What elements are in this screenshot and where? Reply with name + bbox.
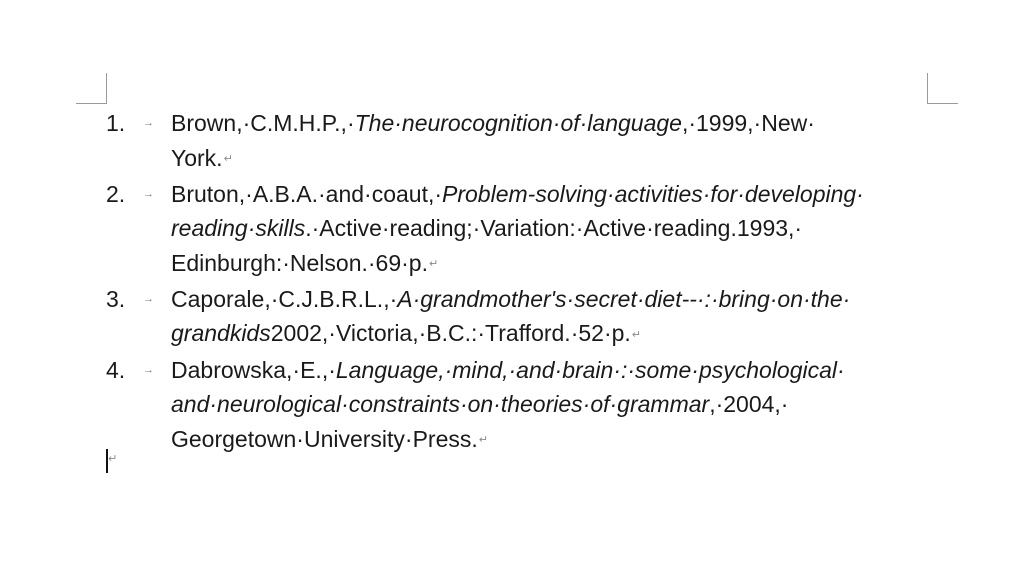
- reference-title-text: reading·skills: [171, 215, 306, 242]
- margin-corner-mark-top-right: [927, 73, 928, 104]
- reference-text: ,·1999,·New·: [681, 110, 815, 136]
- reference-title-text: Problem-solving·activities·for·developing·: [442, 180, 864, 207]
- reference-text: Brown,·C.M.H.P.,·: [171, 110, 355, 136]
- reference-text: 2002,·Victoria,·B.C.:·Trafford.·52·p.: [270, 320, 631, 347]
- paragraph-mark: ↵: [478, 434, 488, 447]
- margin-corner-mark-top-left: [106, 73, 107, 104]
- reference-line: [171, 387, 906, 422]
- reference-title-text: and·neurological·constraints·on·theories·of·grammar: [171, 391, 710, 418]
- tab-mark: →: [143, 187, 154, 200]
- reference-line: [171, 282, 906, 317]
- reference-title-text: A·grandmother's·secret·diet--·:·bring·on·the·: [397, 285, 851, 312]
- reference-line: [171, 211, 906, 246]
- reference-line: [171, 177, 906, 212]
- reference-text: Caporale,·C.J.B.R.L.,·: [171, 285, 398, 312]
- paragraph-mark: ↵: [428, 258, 439, 271]
- list-number: 3.: [106, 285, 126, 312]
- tab-mark: →: [143, 292, 154, 305]
- reference-text: York.: [171, 144, 223, 171]
- reference-line: [171, 422, 906, 458]
- reference-text: ,·2004,·: [709, 391, 789, 418]
- paragraph-mark: ↵: [631, 329, 642, 342]
- reference-item[interactable]: [106, 106, 906, 177]
- reference-title-text: Language,·mind,·and·brain·:·some·psychological·: [335, 356, 845, 383]
- reference-item[interactable]: [106, 353, 906, 458]
- margin-corner-mark-top-left: [76, 103, 107, 104]
- list-number: 1.: [106, 110, 126, 136]
- paragraph-mark: ↵: [223, 153, 233, 166]
- reference-text: Dabrowska,·E.,·: [171, 356, 336, 383]
- list-number: 2.: [106, 180, 126, 207]
- reference-line: [171, 106, 906, 141]
- list-number: 4.: [106, 356, 126, 383]
- reference-line: [171, 353, 906, 388]
- reference-title-text: grandkids: [171, 320, 271, 347]
- margin-corner-mark-top-right: [927, 103, 958, 104]
- reference-text: Edinburgh:·Nelson.·69·p.: [171, 249, 428, 276]
- reference-item[interactable]: [106, 282, 906, 353]
- reference-title-text: The·neurocognition·of·language: [354, 110, 682, 136]
- reference-item[interactable]: [106, 177, 906, 282]
- reference-text: Georgetown·University·Press.: [171, 425, 478, 452]
- tab-mark: →: [143, 363, 154, 376]
- paragraph-mark: ↵: [108, 453, 118, 465]
- tab-mark: →: [143, 117, 154, 129]
- reference-text: .·Active·reading;·Variation:·Active·reading.1993,·: [305, 215, 803, 242]
- reference-text: Bruton,·A.B.A.·and·coaut,·: [171, 180, 443, 207]
- reference-line: [171, 246, 906, 282]
- reference-line: [171, 141, 906, 177]
- reference-list[interactable]: [106, 106, 906, 458]
- reference-line: [171, 316, 906, 352]
